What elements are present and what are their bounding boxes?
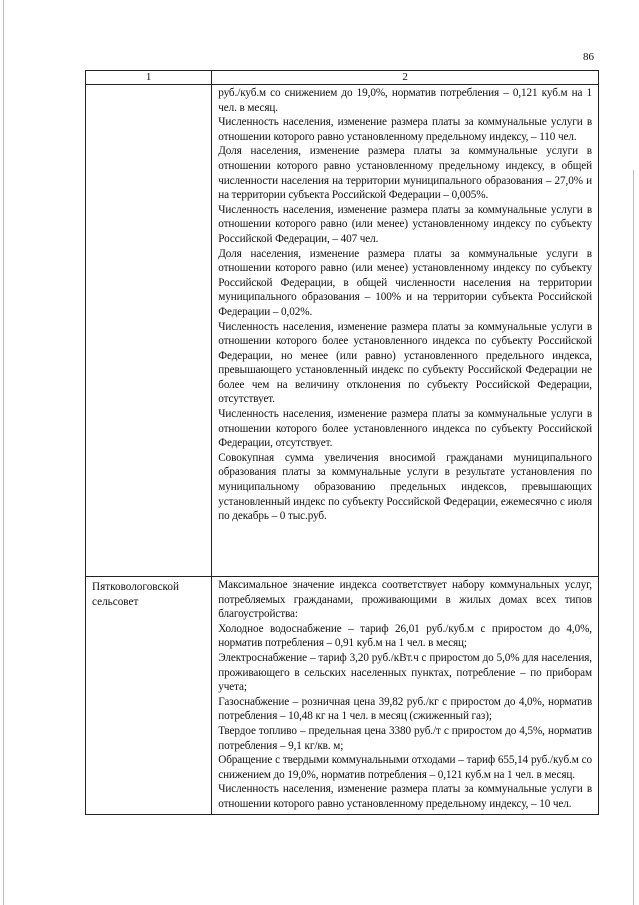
- region-cell: [86, 85, 212, 577]
- paragraph: Твердое топливо – предельная цена 3380 руб./т с приростом до 4,5%, норматив потребления – 9,1 кг/кв. м;: [218, 724, 592, 752]
- document-table: [85, 70, 599, 815]
- paragraph: Электроснабжение – тариф 3,20 руб./кВт.ч с приростом до 5,0% для населения, проживающего в сельских населенных пунктах, потребление – по приборам учета;: [218, 651, 592, 694]
- paragraph: Максимальное значение индекса соответствует набору коммунальных услуг, потребляемых гражданами, проживающими в жилых домах всех типов благоустройства:: [218, 579, 592, 621]
- paragraph: руб./куб.м со снижением до 19,0%, норматив потребления – 0,121 куб.м на 1 чел. в месяц.: [218, 87, 592, 114]
- table-row: [86, 577, 599, 815]
- paragraph: Газоснабжение – розничная цена 39,82 руб./кг с приростом до 4,0%, норматив потребления – 10,48 кг на 1 чел. в месяц (сжиженный газ);: [218, 695, 592, 723]
- region-cell: Пятковологовской сельсовет: [86, 577, 212, 815]
- paragraph: Обращение с твердыми коммунальными отходами – тариф 655,14 руб./куб.м со снижением до 19,0%, норматив потребления – 0,121 куб.м на 1 чел. в месяц.: [218, 754, 592, 781]
- paragraph: Численность населения, изменение размера платы за коммунальные услуги в отношении которого более установленного индекса по субъекту Российской Федерации, отсутствует.: [218, 408, 592, 450]
- page-number: 86: [583, 51, 594, 63]
- right-scan-edge: [633, 170, 634, 905]
- left-scan-edge: [3, 0, 4, 905]
- description-cell: [212, 577, 599, 815]
- column-header-1: 1: [86, 71, 212, 85]
- paragraph: Численность населения, изменение размера платы за коммунальные услуги в отношении которого более установленного индекса по субъекту Российской Федерации, но менее (или равно) установленного предельного индекса, превышающего установленный индекс по субъекту Российской Федерации не более чем на величину отклонения по субъекту Российской Федерации, отсутствует.: [218, 320, 592, 406]
- column-header-2: 2: [212, 71, 599, 85]
- description-cell: [212, 85, 599, 577]
- table-header-row: [86, 71, 599, 85]
- table-row: [86, 85, 599, 577]
- paragraph: Доля населения, изменение размера платы за коммунальные услуги в отношении которого равно (или менее) установленному индексу по субъекту Российской Федерации, в общей численности населения на территории муниципального образования – 100% и на территории субъекта Российской Федерации – 0,02%.: [218, 247, 592, 318]
- paragraph: Численность населения, изменение размера платы за коммунальные услуги в отношении которого равно установленному предельному индексу, – 110 чел.: [218, 116, 592, 143]
- paragraph: Численность населения, изменение размера платы за коммунальные услуги в отношении которого равно (или менее) установленному индексу по субъекту Российской Федерации, – 407 чел.: [218, 203, 592, 245]
- paragraph: Совокупная сумма увеличения вносимой гражданами муниципального образования платы за коммунальные услуги в результате установления по муниципальному образованию предельных индексов, превышающих установленный индекс по субъекту Российской Федерации, ежемесячно с июля по декабрь – 0 тыс.руб.: [218, 451, 592, 523]
- paragraph: Численность населения, изменение размера платы за коммунальные услуги в отношении которого равно установленному предельному индексу, – 10 чел.: [218, 783, 592, 810]
- paragraph: Доля населения, изменение размера платы за коммунальные услуги в отношении которого равно установленному предельному индексу, в общей численности населения на территории муниципального образования – 27,0% и на территории субъекта Российской Федерации – 0,005%.: [218, 145, 592, 202]
- paragraph: Холодное водоснабжение – тариф 26,01 руб./куб.м с приростом до 4,0%, норматив потребления – 0,91 куб.м на 1 чел. в месяц;: [218, 622, 592, 650]
